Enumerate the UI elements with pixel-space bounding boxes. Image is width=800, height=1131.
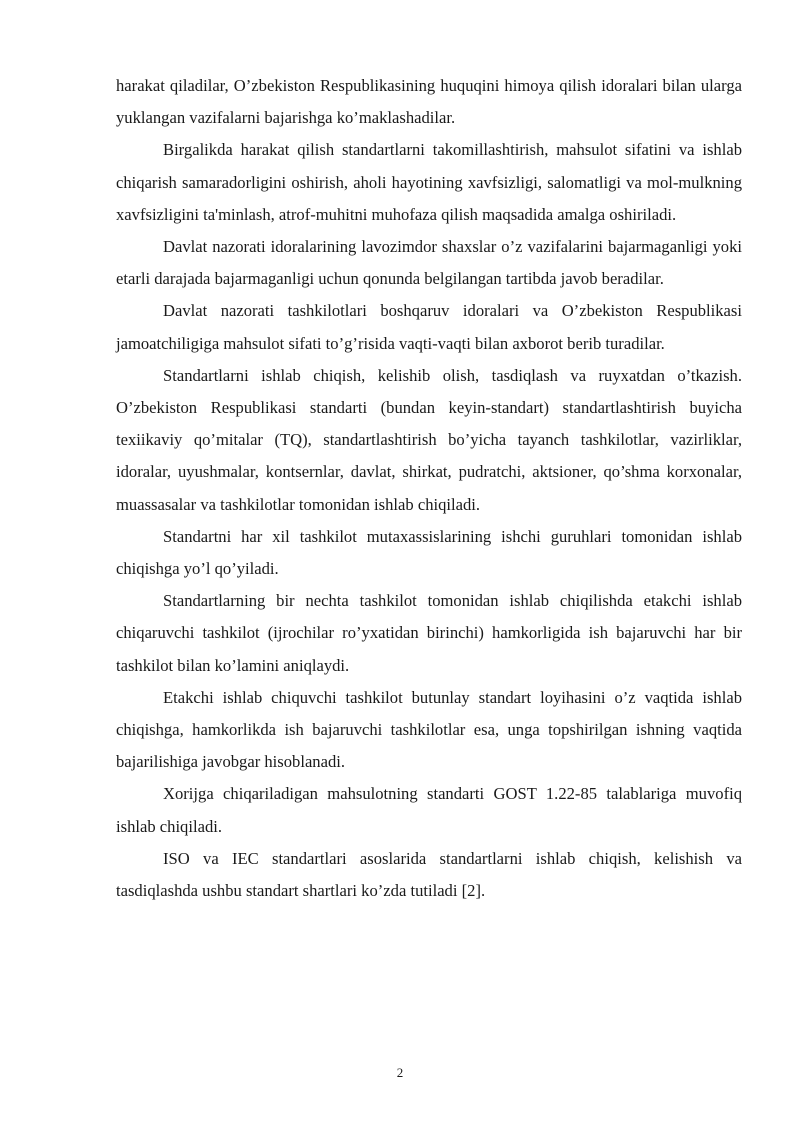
body-text <box>116 70 742 907</box>
paragraph: harakat qiladilar, O’zbekiston Respublikasining huquqini himoya qilish idoralari bilan ularga yuklangan vazifalarni bajarishga ko’maklashadilar. <box>116 76 742 128</box>
paragraph: Standartni har xil tashkilot mutaxassislarining ishchi guruhlari tomonidan ishlab chiqishga yo’l qo’yiladi. <box>116 526 742 579</box>
paragraph: Standartlarning bir nechta tashkilot tomonidan ishlab chiqilishda etakchi ishlab chiqaruvchi tashkilot (ijrochilar ro’yxatidan birinchi) hamkorligida ish bajaruvchi har bir tashkilot bilan ko’lamini aniqlaydi. <box>116 591 742 675</box>
page-number: 2 <box>396 1065 404 1080</box>
paragraph: Davlat nazorati idoralarining lavozimdor shaxslar o’z vazifalarini bajarmaganligi yoki etarli darajada bajarmaganligi uchun qonunda belgilangan tartibda javob beradilar. <box>116 237 742 289</box>
paragraph: Etakchi ishlab chiquvchi tashkilot butunlay standart loyihasini o’z vaqtida ishlab chiqishga, hamkorlikda ish bajaruvchi tashkilotlar esa, unga topshirilgan ishning vaqtida bajarilishiga javobgar hisoblanadi. <box>116 687 742 772</box>
paragraph: ISO va IEC standartlari asoslarida standartlarni ishlab chiqish, kelishish va tasdiqlashda ushbu standart shartlari ko’zda tutiladi [2]. <box>116 848 742 901</box>
paragraph: Standartlarni ishlab chiqish, kelishib olish, tasdiqlash va ruyxatdan o’tkazish. O’zbekiston Respublikasi standarti (bundan keyin-standart) standartlashtirish buyicha texiikaviy qo’mitalar (TQ), standartlashtirish bo’yicha tayanch tashkilotlar, vazirliklar, idoralar, uyushmalar, kontsernlar, davlat, shirkat, pudratchi, aktsioner, qo’shma korxonalar, muassasalar va tashkilotlar tomonidan ishlab chiqiladi. <box>116 365 742 514</box>
paragraph: Xorijga chiqariladigan mahsulotning standarti GOST 1.22-85 talablariga muvofiq ishlab chiqiladi. <box>116 784 742 836</box>
paragraph: Birgalikda harakat qilish standartlarni takomillashtirish, mahsulot sifatini va ishlab chiqarish samaradorligini oshirish, aholi hayotining xavfsizligi, salomatligi va mol-mulkning xavfsizligini ta'minlash, atrof-muhitni muhofaza qilish maqsadida amalga oshiriladi. <box>116 140 742 224</box>
paragraph: Davlat nazorati tashkilotlari boshqaruv idoralari va O’zbekiston Respublikasi jamoatchiligiga mahsulot sifati to’g’risida vaqti-vaqti bilan axborot berib turadilar. <box>116 301 742 353</box>
